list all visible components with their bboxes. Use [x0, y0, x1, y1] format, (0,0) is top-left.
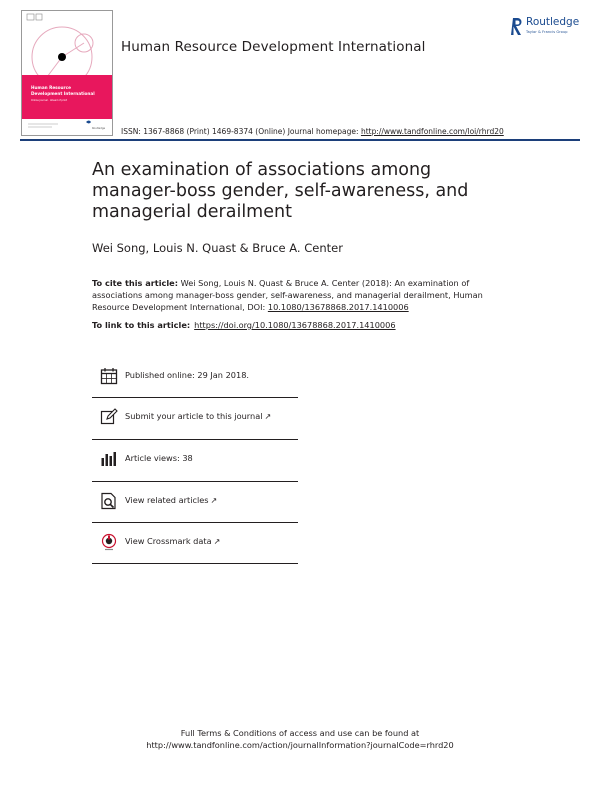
- article-authors: Wei Song, Louis N. Quast & Bruce A. Center: [92, 241, 343, 255]
- footer: [0, 728, 600, 751]
- views-row: [100, 450, 298, 470]
- view-related-link[interactable]: [125, 495, 217, 505]
- citation-text: Wei Song, Louis N. Quast & Bruce A. Center (2018): An examination of associations among manager-boss gender, self-awareness, and managerial derailment, Human Resource Development International, DOI:: [92, 278, 483, 312]
- cover-artwork: [22, 11, 112, 135]
- cover-publisher: Routledge: [92, 127, 106, 130]
- external-link-icon: ↗: [210, 496, 218, 505]
- article-link-label: To link to this article:: [92, 320, 191, 330]
- external-link-icon: ↗: [264, 412, 272, 421]
- journal-title: Human Resource Development International: [121, 39, 426, 55]
- article-link-line: [92, 320, 396, 330]
- crossmark-row[interactable]: [100, 533, 298, 553]
- issn-line: [121, 127, 504, 136]
- article-doi-link[interactable]: https://doi.org/10.1080/13678868.2017.1410006: [194, 320, 396, 330]
- footer-terms-text: Full Terms & Conditions of access and use can be found at: [180, 728, 420, 738]
- citation-block: [92, 278, 512, 313]
- cover-title-line1: Human Resource: [31, 85, 71, 90]
- crossmark-label: View Crossmark data: [125, 536, 212, 546]
- logo-name: Routledge: [526, 16, 580, 28]
- cover-subtitle: Online journal · Ahead of print: [31, 99, 68, 102]
- published-date: Published online: 29 Jan 2018.: [125, 370, 250, 380]
- related-articles-label: View related articles: [125, 495, 209, 505]
- edit-icon: [100, 408, 118, 426]
- separator: [92, 397, 298, 398]
- separator: [92, 481, 298, 482]
- separator: [92, 563, 298, 564]
- publisher-logo: [510, 16, 586, 38]
- submit-article-link[interactable]: [125, 411, 271, 421]
- routledge-r-icon: [510, 16, 524, 38]
- article-views: Article views: 38: [125, 453, 193, 463]
- header-divider: [20, 139, 580, 141]
- journal-homepage-link[interactable]: http://www.tandfonline.com/loi/rhrd20: [360, 127, 504, 136]
- citation-doi-link[interactable]: 10.1080/13678868.2017.1410006: [267, 301, 409, 312]
- cover-title-line2: Development International: [31, 91, 95, 96]
- crossmark-icon: [100, 533, 118, 551]
- bar-chart-icon: [100, 450, 118, 468]
- citation-label: To cite this article:: [92, 278, 178, 288]
- related-row[interactable]: [100, 492, 298, 512]
- submit-row[interactable]: [100, 408, 298, 428]
- footer-terms-url[interactable]: http://www.tandfonline.com/action/journalInformation?journalCode=rhrd20: [146, 739, 454, 750]
- published-row: [100, 367, 298, 387]
- journal-cover: [21, 10, 113, 136]
- issn-text: ISSN: 1367-8868 (Print) 1469-8374 (Online) Journal homepage:: [121, 127, 361, 136]
- article-title: An examination of associations among manager-boss gender, self-awareness, and managerial derailment: [92, 160, 469, 222]
- external-link-icon: ↗: [213, 537, 221, 546]
- separator: [92, 439, 298, 440]
- separator: [92, 522, 298, 523]
- submit-article-label: Submit your article to this journal: [125, 411, 263, 421]
- calendar-icon: [100, 367, 118, 385]
- related-articles-icon: [100, 492, 118, 510]
- view-crossmark-link[interactable]: [125, 536, 220, 546]
- logo-subtitle: Taylor & Francis Group: [526, 30, 568, 34]
